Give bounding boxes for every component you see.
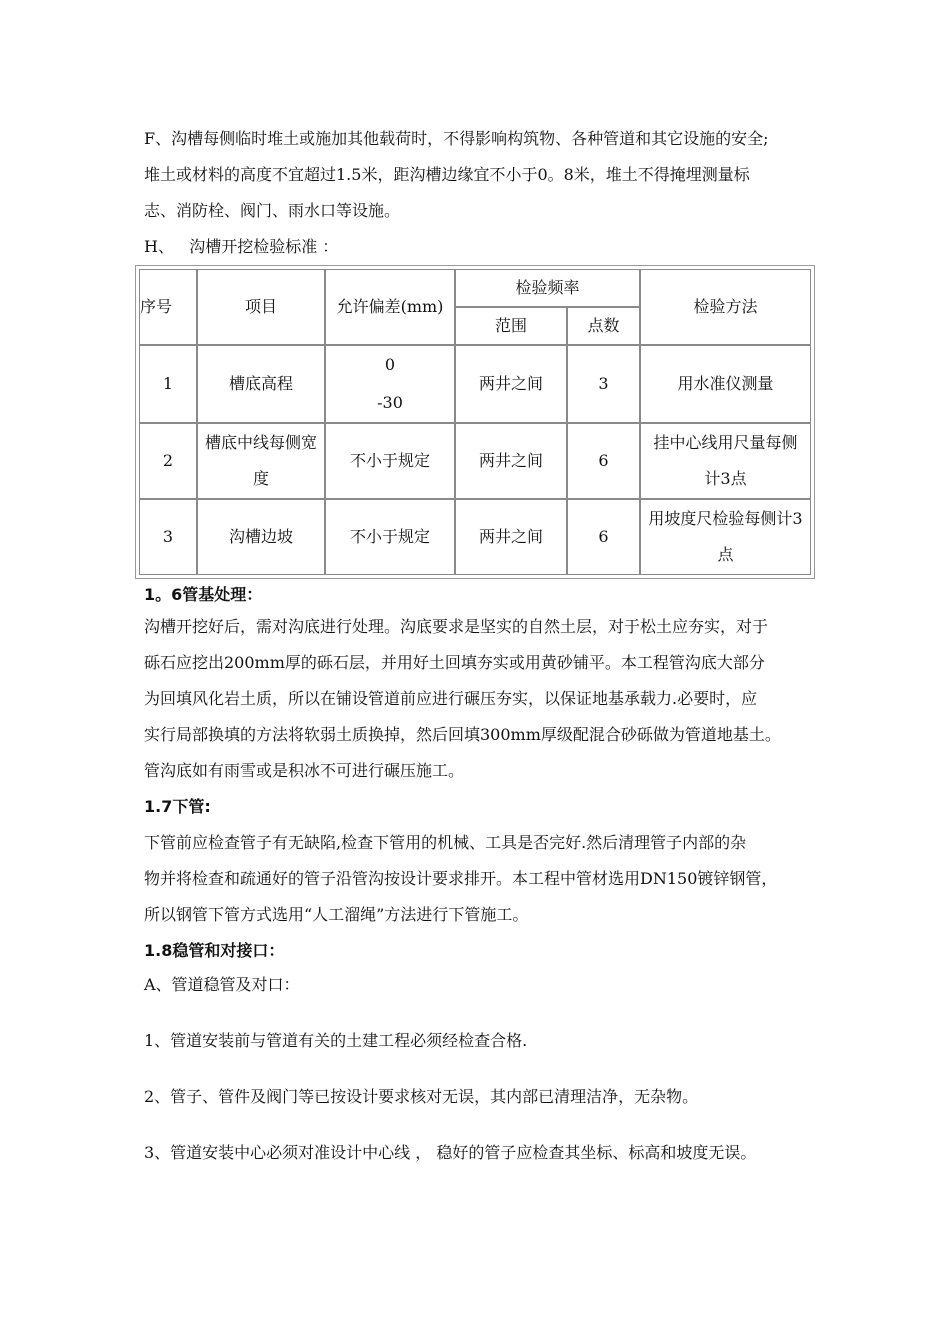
section-1-6-line-1: 沟槽开挖好后，需对沟底进行处理。沟底要求是坚实的自然土层，对于松土应夯实，对于 <box>144 617 769 636</box>
row-1-tolerance <box>325 345 455 423</box>
row-2-seq: 2 <box>139 423 197 499</box>
row-3-item: 沟槽边坡 <box>197 499 325 575</box>
row-2-tolerance: 不小于规定 <box>325 423 455 499</box>
row-2-range: 两井之间 <box>455 423 567 499</box>
row-2-method-line-1: 挂中心线用尺量每侧 <box>653 433 798 452</box>
header-method: 检验方法 <box>640 269 811 345</box>
section-1-6-line-2: 砾石应挖出200mm厚的砾石层，并用好土回填夯实或用黄砂铺平。本工程管沟底大部分 <box>144 653 765 672</box>
row-2-item-line-2: 度 <box>252 469 269 488</box>
header-item: 项目 <box>197 269 325 345</box>
row-2-method <box>640 423 811 499</box>
section-1-7-line-2: 物并将检查和疏通好的管子沿管沟按设计要求排开。本工程中管材选用DN150镀锌钢管， <box>144 869 778 888</box>
section-1-7-line-1: 下管前应检查管子有无缺陷,检查下管用的机械、工具是否完好.然后清理管子内部的杂 <box>144 833 747 852</box>
header-points: 点数 <box>567 307 640 345</box>
row-1-tolerance-upper: 0 <box>384 355 396 374</box>
header-seq: 序号 <box>139 269 197 345</box>
section-1-6-line-4: 实行局部换填的方法将软弱土质换掉，然后回填300mm厚级配混合砂砾做为管道地基土。 <box>144 725 781 744</box>
row-3-points: 6 <box>567 499 640 575</box>
row-3-method-line-1: 用坡度尺检验每侧计3 <box>648 509 803 528</box>
row-2-item <box>197 423 325 499</box>
section-1-6-title: 1。6管基处理： <box>144 585 263 604</box>
row-3-method-line-2: 点 <box>717 545 734 564</box>
paragraph-f-line-2: 堆土或材料的高度不宜超过1.5米，距沟槽边缘宜不小于0。8米，堆土不得掩埋测量标 <box>144 165 750 184</box>
section-1-8-item-2: 2、管子、管件及阀门等已按设计要求核对无误，其内部已清理洁净，无杂物。 <box>144 1087 699 1106</box>
row-1-points: 3 <box>567 345 640 423</box>
row-1-range: 两井之间 <box>455 345 567 423</box>
row-1-method: 用水准仪测量 <box>640 345 811 423</box>
section-1-6-line-5: 管沟底如有雨雪或是积冰不可进行碾压施工。 <box>144 761 465 780</box>
section-1-8-title: 1.8稳管和对接口： <box>144 941 285 960</box>
section-1-7-line-3: 所以钢管下管方式选用“人工溜绳”方法进行下管施工。 <box>144 905 529 924</box>
header-frequency: 检验频率 <box>455 269 640 307</box>
row-3-range: 两井之间 <box>455 499 567 575</box>
section-1-6-line-3: 为回填风化岩土质，所以在铺设管道前应进行碾压夯实，以保证地基承载力.必要时，应 <box>144 689 758 708</box>
row-2-method-line-2: 计3点 <box>704 469 747 488</box>
header-range: 范围 <box>455 307 567 345</box>
row-1-tolerance-lower: -30 <box>377 393 403 412</box>
section-1-8-subtitle: A、管道稳管及对口： <box>144 975 300 994</box>
row-3-tolerance: 不小于规定 <box>325 499 455 575</box>
row-1-seq: 1 <box>139 345 197 423</box>
header-tolerance: 允许偏差(mm) <box>325 269 455 345</box>
row-3-seq: 3 <box>139 499 197 575</box>
section-h-title: H、 沟槽开挖检验标准 ： <box>144 237 339 256</box>
paragraph-f-line-3: 志、消防栓、阀门、雨水口等设施。 <box>144 201 401 220</box>
section-1-8-item-3: 3、管道安装中心必须对准设计中心线 ， 稳好的管子应检查其坐标、标高和坡度无误。 <box>144 1143 757 1162</box>
paragraph-f-line-1: F、沟槽每侧临时堆土或施加其他载荷时，不得影响构筑物、各种管道和其它设施的安全; <box>144 129 769 148</box>
row-2-item-line-1: 槽底中线每侧宽 <box>204 433 317 452</box>
section-1-8-item-1: 1、管道安装前与管道有关的土建工程必须经检查合格. <box>144 1031 528 1050</box>
row-3-method <box>640 499 811 575</box>
inspection-standard-table <box>135 265 815 579</box>
section-1-7-title: 1.7下管: <box>144 797 211 816</box>
row-1-item: 槽底高程 <box>197 345 325 423</box>
row-2-points: 6 <box>567 423 640 499</box>
